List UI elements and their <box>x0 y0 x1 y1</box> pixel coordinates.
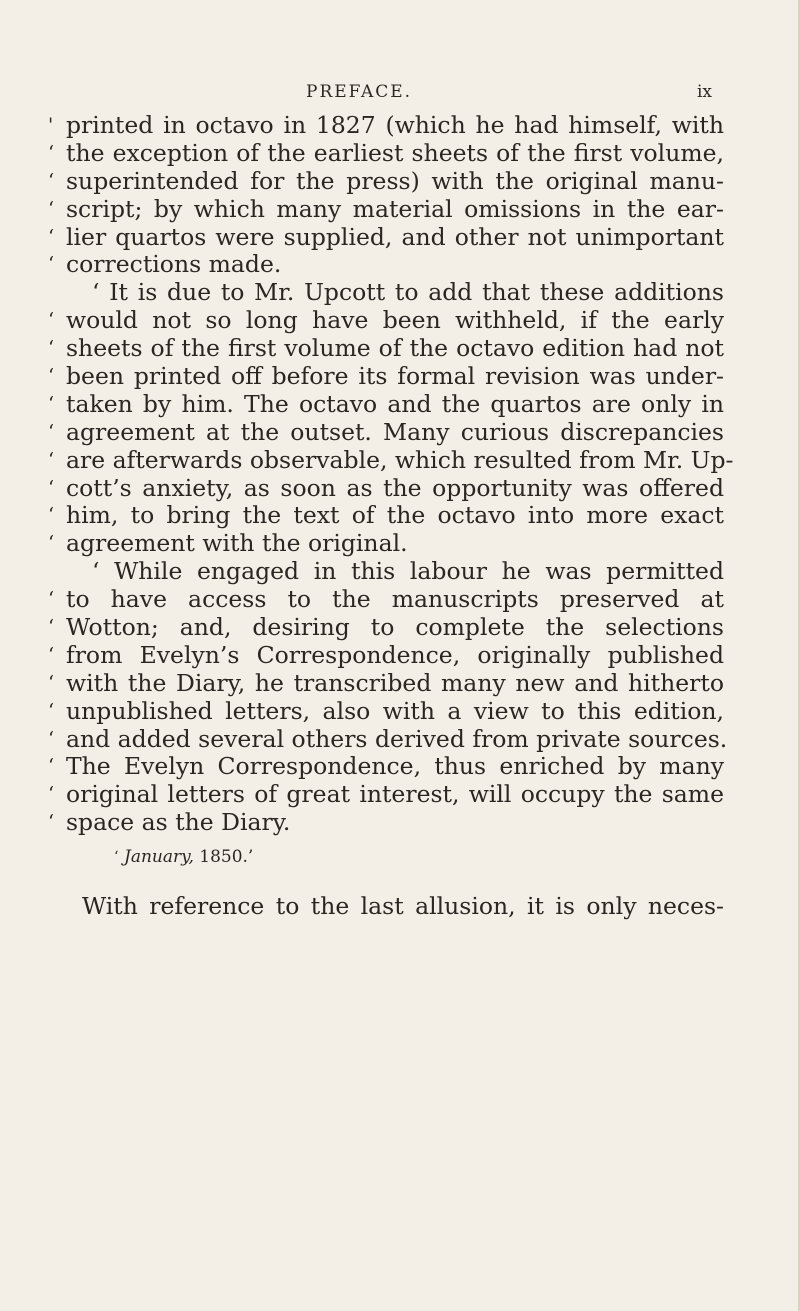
text-line: ‘ Wotton; and, desiring to complete the selections <box>48 613 724 642</box>
text-line: ‘ to have access to the manuscripts preserved at <box>48 585 724 614</box>
page-header <box>56 82 712 108</box>
text-line: ‘ cott’s anxiety, as soon as the opportunity was offered <box>48 473 724 502</box>
text-line: ‘ agreement at the outset. Many curious discrepancies <box>48 417 724 446</box>
text-line: ‘ corrections made. <box>48 250 282 279</box>
dateline: ‘ January, 1850.’ <box>114 847 254 868</box>
text-line: ‘ sheets of the first volume of the octavo edition had not <box>48 334 724 363</box>
text-line: ' printed in octavo in 1827 (which he had himself, with <box>48 111 724 139</box>
body-text <box>48 111 734 921</box>
text-line: ‘ unpublished letters, also with a view to this edition, <box>48 696 724 725</box>
text-line: ‘ It is due to Mr. Upcott to add that these additions <box>92 278 724 307</box>
dateline-year: 1850.’ <box>199 847 254 868</box>
text-line: ‘ and added several others derived from private sources. <box>48 724 728 753</box>
text-line-final: With reference to the last allusion, it is only neces- <box>82 892 724 921</box>
text-line: ‘ While engaged in this labour he was permitted <box>92 557 724 586</box>
text-line: ‘ are afterwards observable, which resulted from Mr. Up- <box>48 445 734 474</box>
text-line: ‘ with the Diary, he transcribed many new and hitherto <box>48 668 724 697</box>
page-number: ix <box>696 82 712 102</box>
text-line: ‘ script; by which many material omissions in the ear- <box>48 194 724 223</box>
text-line: ‘ lier quartos were supplied, and other not unimportant <box>48 222 724 251</box>
text-line: ‘ would not so long have been withheld, if the early <box>48 306 724 335</box>
text-line: ‘ The Evelyn Correspondence, thus enriched by many <box>48 752 724 781</box>
text-line: ‘ agreement with the original. <box>48 529 408 558</box>
text-line: ‘ him, to bring the text of the octavo into more exact <box>48 501 724 530</box>
text-line: ‘ original letters of great interest, will occupy the same <box>48 780 724 809</box>
text-line: ‘ been printed off before its formal revision was under- <box>48 362 724 391</box>
text-line: ‘ taken by him. The octavo and the quartos are only in <box>48 389 724 418</box>
running-head: PREFACE. <box>306 82 413 102</box>
text-line: ‘ the exception of the earliest sheets of the first volume, <box>48 138 724 167</box>
dateline-month: January, <box>124 847 194 868</box>
text-line: ‘ from Evelyn’s Correspondence, originally published <box>48 640 724 669</box>
text-line: ‘ space as the Diary. <box>48 808 291 837</box>
text-line: ‘ superintended for the press) with the original manu- <box>48 166 724 195</box>
